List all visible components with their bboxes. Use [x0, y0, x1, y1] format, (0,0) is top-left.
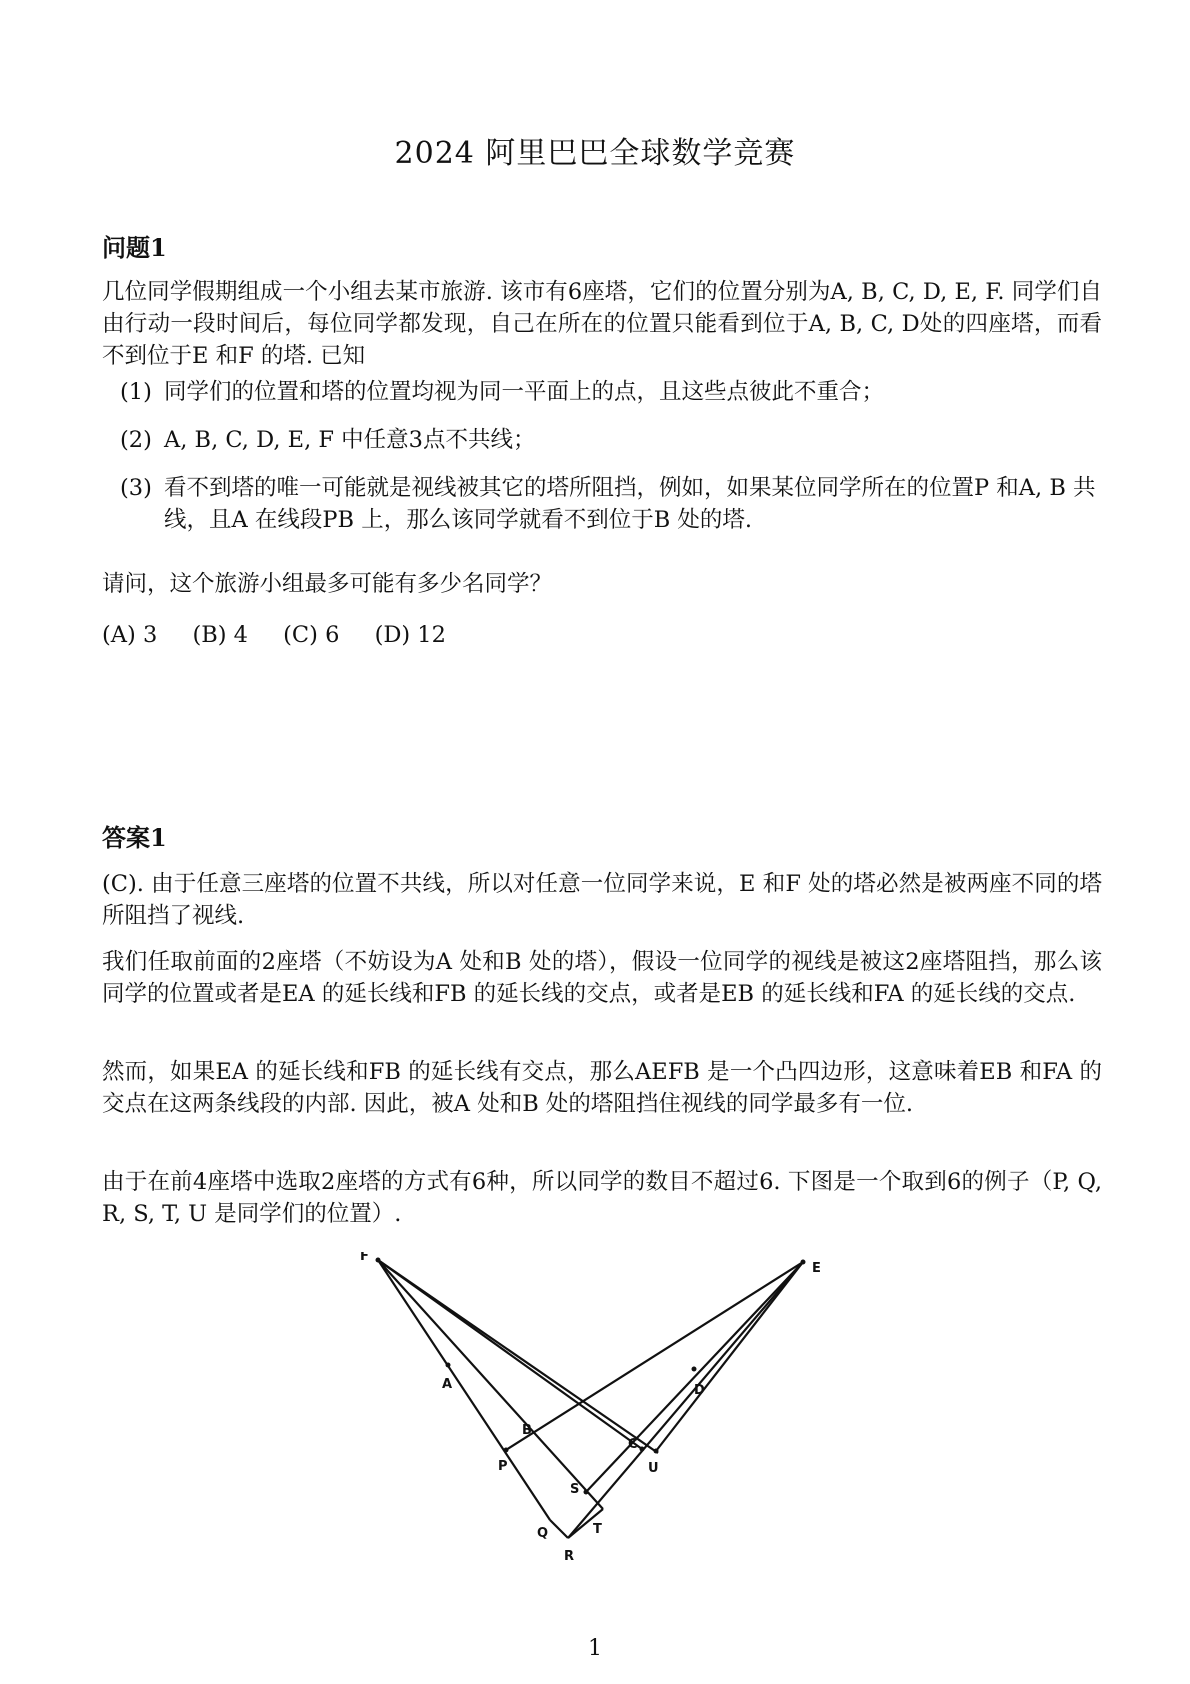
tower-figure [360, 1252, 880, 1582]
label-S: S [570, 1482, 580, 1497]
point-E [801, 1260, 806, 1265]
label-P: P [498, 1459, 508, 1474]
page-number: 1 [588, 1636, 602, 1661]
problem-intro: 几位同学假期组成一个小组去某市旅游. 该市有6座塔，它们的位置分别为A, B, C, D, E, F. 同学们自由行动一段时间后，每位同学都发现，自己在所在的位置只能看到位于A, B, C, D处的四座塔，而看不到位于E 和F 的塔. 已知 [102, 279, 1102, 369]
answer-choices [102, 622, 474, 648]
point-F [376, 1258, 381, 1263]
segment-Q-R [550, 1520, 568, 1538]
point-U [654, 1449, 659, 1454]
line-E-S [586, 1262, 803, 1492]
label-C: C [628, 1437, 638, 1452]
problem-question: 请问，这个旅游小组最多可能有多少名同学？ [102, 571, 553, 597]
condition-text: 同学们的位置和塔的位置均视为同一平面上的点，且这些点彼此不重合； [164, 379, 885, 405]
label-Q: Q [537, 1526, 549, 1541]
choice-d: (D) 12 [374, 622, 446, 648]
choice-b: (B) 4 [192, 622, 248, 648]
condition-number: (2) [120, 427, 152, 453]
line-E-R [568, 1262, 803, 1538]
point-C [640, 1447, 645, 1452]
point-S [584, 1490, 589, 1495]
point-P [504, 1448, 509, 1453]
choice-a: (A) 3 [102, 622, 158, 648]
label-E: E [812, 1261, 821, 1276]
point-A [446, 1363, 451, 1368]
label-A: A [442, 1377, 453, 1392]
line-F-T [378, 1260, 603, 1509]
condition-number: (3) [120, 475, 152, 501]
line-F-U [378, 1260, 658, 1453]
label-U: U [648, 1461, 659, 1476]
line-F-Q [378, 1260, 550, 1520]
label-F: F [360, 1252, 369, 1264]
condition-text: A, B, C, D, E, F 中任意3点不共线； [164, 427, 536, 453]
condition-text: 看不到塔的唯一可能就是视线被其它的塔所阻挡，例如，如果某位同学所在的位置P 和A, B 共线，且A 在线段PB 上，那么该同学就看不到位于B 处的塔. [164, 475, 1096, 533]
page-title: 2024 阿里巴巴全球数学竞赛 [394, 136, 796, 171]
condition-number: (1) [120, 379, 152, 405]
answer-paragraph-3: 然而，如果EA 的延长线和FB 的延长线有交点，那么AEFB 是一个凸四边形，这意味着EB 和FA 的交点在这两条线段的内部. 因此，被A 处和B 处的塔阻挡住视线的同学最多有一位. [102, 1059, 1102, 1117]
answer-paragraph-1: (C). 由于任意三座塔的位置不共线，所以对任意一位同学来说，E 和F 处的塔必然是被两座不同的塔所阻挡了视线. [102, 871, 1102, 929]
answer-paragraph-4: 由于在前4座塔中选取2座塔的方式有6种，所以同学的数目不超过6. 下图是一个取到6的例子（P, Q, R, S, T, U 是同学们的位置）. [102, 1169, 1102, 1227]
label-D: D [694, 1383, 705, 1398]
answer-paragraph-2: 我们任取前面的2座塔（不妨设为A 处和B 处的塔），假设一位同学的视线是被这2座塔阻挡，那么该同学的位置或者是EA 的延长线和FB 的延长线的交点，或者是EB 的延长线和FA 的延长线的交点. [102, 949, 1102, 1007]
choice-c: (C) 6 [283, 622, 340, 648]
answer-heading: 答案1 [102, 823, 167, 852]
line-E-P [506, 1262, 803, 1450]
tower-diagram [360, 1252, 880, 1582]
point-D [692, 1367, 697, 1372]
line-E-U [656, 1262, 803, 1451]
label-T: T [593, 1522, 602, 1537]
problem-heading: 问题1 [102, 233, 167, 262]
label-R: R [564, 1549, 575, 1564]
label-B: B [522, 1423, 532, 1438]
